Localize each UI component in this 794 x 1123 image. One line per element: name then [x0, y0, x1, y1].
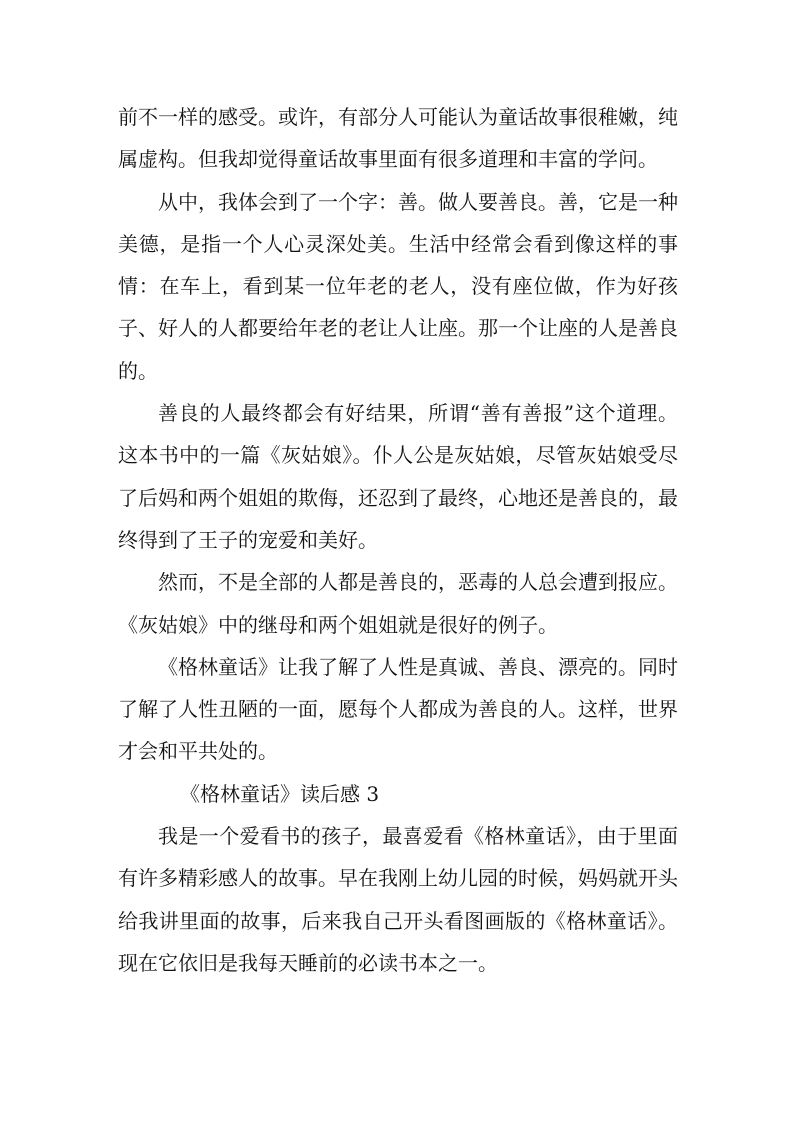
paragraph-reading-habit: 我是一个爱看书的孩子，最喜爱看《格林童话》，由于里面有许多精彩感人的故事。早在我刚上幼儿园的时候，妈妈就开头给我讲里面的故事，后来我自己开头看图画版的《格林童话》。现在它依旧是我每天睡前的必读书本之一。 — [118, 824, 678, 975]
paragraph-cinderella-example: 善良的人最终都会有好结果，所谓“善有善报”这个道理。这本书中的一篇《灰姑娘》。仆人公是灰姑娘，尽管灰姑娘受尽了后妈和两个姐姐的欺侮，还忍到了最终，心地还是善良的，最终得到了王子的宠爱和美好。 — [118, 401, 678, 552]
document-body — [118, 96, 678, 984]
section-heading: 《格林童话》读后感 3 — [180, 781, 380, 806]
paragraph-continuation: 前不一样的感受。或许，有部分人可能认为童话故事很稚嫩，纯属虚构。但我却觉得童话故事里面有很多道理和丰富的学问。 — [118, 105, 678, 172]
paragraph-evil-retribution: 然而，不是全部的人都是善良的，恶毒的人总会遭到报应。《灰姑娘》中的继母和两个姐姐就是很好的例子。 — [118, 570, 678, 637]
paragraph-human-nature: 《格林童话》让我了解了人性是真诚、善良、漂亮的。同时了解了人性丑陋的一面，愿每个人都成为善良的人。这样，世界才会和平共处的。 — [118, 654, 678, 764]
paragraph-kindness-virtue: 从中，我体会到了一个字：善。做人要善良。善，它是一种美德，是指一个人心灵深处美。生活中经常会看到像这样的事情：在车上，看到某一位年老的老人，没有座位做，作为好孩子、好人的人都要给年老的老让人让座。那一个让座的人是善良的。 — [118, 189, 678, 383]
